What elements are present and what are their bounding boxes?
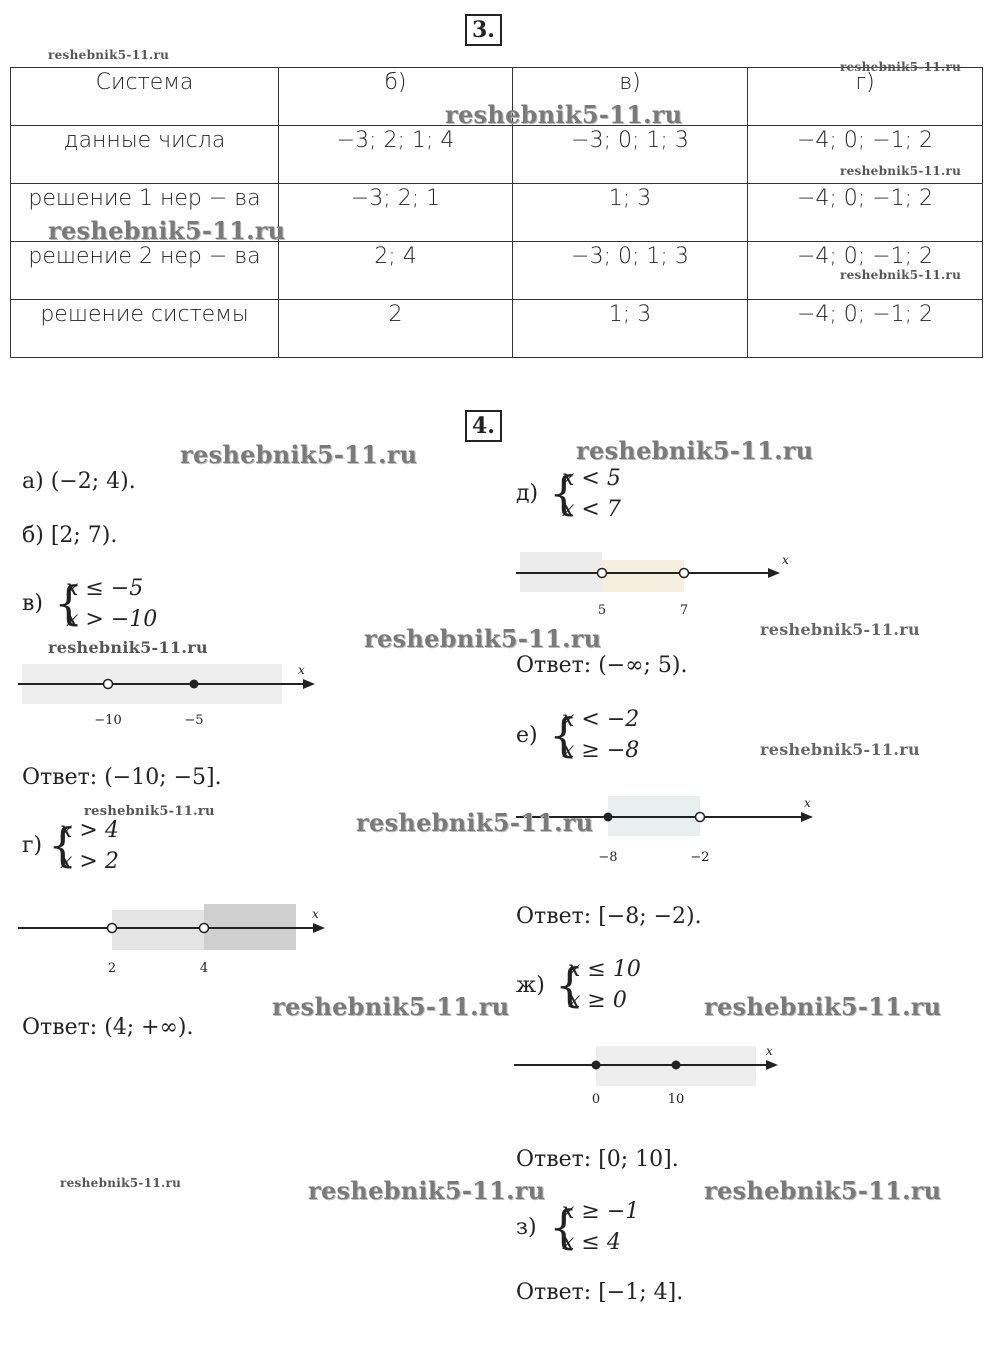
item-d-line2: x < 7 (562, 497, 621, 522)
number-line-d (516, 550, 796, 622)
axis-label: x (298, 663, 305, 677)
watermark: reshebnik5-11.ru (48, 216, 286, 245)
watermark: reshebnik5-11.ru (704, 1176, 942, 1205)
system-brace: { (54, 576, 84, 630)
watermark: reshebnik5-11.ru (180, 440, 418, 469)
system-brace: { (555, 958, 585, 1012)
item-z-label: з) (516, 1215, 537, 1240)
item-v-label: в) (22, 591, 43, 616)
item-e-line1: x < −2 (562, 707, 640, 732)
tick-label: −8 (598, 850, 618, 865)
closed-point (592, 1061, 601, 1070)
watermark: reshebnik5-11.ru (840, 268, 962, 282)
tick-label: −2 (690, 850, 710, 865)
system-brace: { (48, 818, 78, 872)
table-cell: −4; 0; −1; 2 (748, 184, 983, 242)
axis-label: x (312, 907, 319, 921)
axis-arrow-icon (801, 812, 813, 822)
system-brace: { (549, 1200, 579, 1254)
item-g-line1: x > 4 (60, 818, 119, 843)
item-e-label: е) (516, 723, 538, 748)
table-cell: −4; 0; −1; 2 (748, 126, 983, 184)
table-cell: данные числа (11, 126, 279, 184)
answer-v: Ответ: (−10; −5]. (22, 765, 222, 790)
item-v-line1: x ≤ −5 (66, 576, 144, 601)
table-cell: 1; 3 (513, 300, 748, 358)
watermark: reshebnik5-11.ru (272, 992, 510, 1021)
tick-label: 5 (597, 603, 607, 618)
number-line-g (18, 900, 333, 980)
watermark: reshebnik5-11.ru (840, 164, 962, 178)
system-brace: { (549, 708, 579, 762)
item-g-label: г) (22, 833, 43, 858)
table-cell: 2; 4 (279, 242, 513, 300)
item-zh-label: ж) (516, 973, 545, 998)
closed-point (672, 1061, 681, 1070)
watermark: reshebnik5-11.ru (48, 638, 208, 657)
item-zh-line1: x ≤ 10 (568, 957, 641, 982)
item-z-line2: x ≤ 4 (562, 1230, 621, 1255)
axis-arrow-icon (768, 568, 780, 578)
watermark: reshebnik5-11.ru (60, 1176, 182, 1190)
axis-arrow-icon (313, 923, 325, 933)
tick-label: 10 (667, 1092, 685, 1107)
watermark: reshebnik5-11.ru (356, 808, 594, 837)
table-cell: −3; 0; 1; 3 (513, 126, 748, 184)
table-header-cell: г) (748, 68, 983, 126)
watermark: reshebnik5-11.ru (48, 48, 170, 62)
open-point (696, 813, 705, 822)
watermark: reshebnik5-11.ru (840, 60, 962, 74)
answer-zh: Ответ: [0; 10]. (516, 1147, 679, 1172)
axis-label: x (766, 1044, 773, 1058)
table-row (11, 300, 983, 358)
item-e-line2: x ≥ −8 (562, 738, 640, 763)
open-point (104, 680, 113, 689)
closed-point (190, 680, 199, 689)
table-cell: решение системы (11, 300, 279, 358)
table-cell: −4; 0; −1; 2 (748, 242, 983, 300)
answer-z: Ответ: [−1; 4]. (516, 1280, 684, 1305)
number-line-v (18, 660, 318, 735)
number-line-zh (514, 1040, 794, 1112)
open-point (200, 924, 209, 933)
table-cell: −4; 0; −1; 2 (748, 300, 983, 358)
task-number-3: 3. (465, 14, 502, 46)
table-cell: решение 1 нер − ва (11, 184, 279, 242)
open-point (680, 569, 689, 578)
watermark: reshebnik5-11.ru (364, 624, 602, 653)
item-d-label: д) (516, 481, 539, 506)
axis-label: x (782, 553, 789, 567)
tick-label: −5 (184, 713, 204, 728)
answer-g: Ответ: (4; +∞). (22, 1015, 194, 1040)
watermark: reshebnik5-11.ru (704, 992, 942, 1021)
table-header-cell: б) (279, 68, 513, 126)
table-header-cell: Система (11, 68, 279, 126)
tick-label: 4 (199, 961, 209, 976)
table-cell: −3; 2; 1 (279, 184, 513, 242)
answer-b: б) [2; 7). (22, 523, 118, 548)
watermark: reshebnik5-11.ru (84, 804, 215, 819)
watermark: reshebnik5-11.ru (760, 620, 920, 639)
item-d-line1: x < 5 (562, 466, 621, 491)
system-brace: { (549, 466, 579, 520)
item-v-line2: x > −10 (66, 607, 158, 632)
table-cell: решение 2 нер − ва (11, 242, 279, 300)
answer-d: Ответ: (−∞; 5). (516, 653, 688, 678)
tick-label: 0 (591, 1092, 601, 1107)
table-row (11, 242, 983, 300)
answer-e: Ответ: [−8; −2). (516, 904, 702, 929)
table-cell: −3; 0; 1; 3 (513, 242, 748, 300)
table-row (11, 126, 983, 184)
item-zh-line2: x ≥ 0 (568, 988, 627, 1013)
task-number-4: 4. (465, 410, 502, 442)
item-g-line2: x > 2 (60, 849, 119, 874)
tick-label: −10 (94, 713, 122, 728)
table-header-cell: в) (513, 68, 748, 126)
watermark: reshebnik5-11.ru (760, 740, 920, 759)
watermark: reshebnik5-11.ru (576, 436, 814, 465)
shaded-region (602, 560, 684, 592)
table-cell: 2 (279, 300, 513, 358)
axis-label: x (804, 796, 811, 810)
closed-point (604, 813, 613, 822)
tick-label: 7 (679, 603, 689, 618)
table-cell: −3; 2; 1; 4 (279, 126, 513, 184)
open-point (108, 924, 117, 933)
answer-a: а) (−2; 4). (22, 469, 136, 494)
table-cell: 1; 3 (513, 184, 748, 242)
watermark: reshebnik5-11.ru (308, 1176, 546, 1205)
open-point (598, 569, 607, 578)
item-z-line1: x ≥ −1 (562, 1199, 640, 1224)
axis-arrow-icon (303, 679, 315, 689)
tick-label: 2 (107, 961, 117, 976)
watermark: reshebnik5-11.ru (445, 100, 683, 129)
axis-arrow-icon (766, 1060, 778, 1070)
